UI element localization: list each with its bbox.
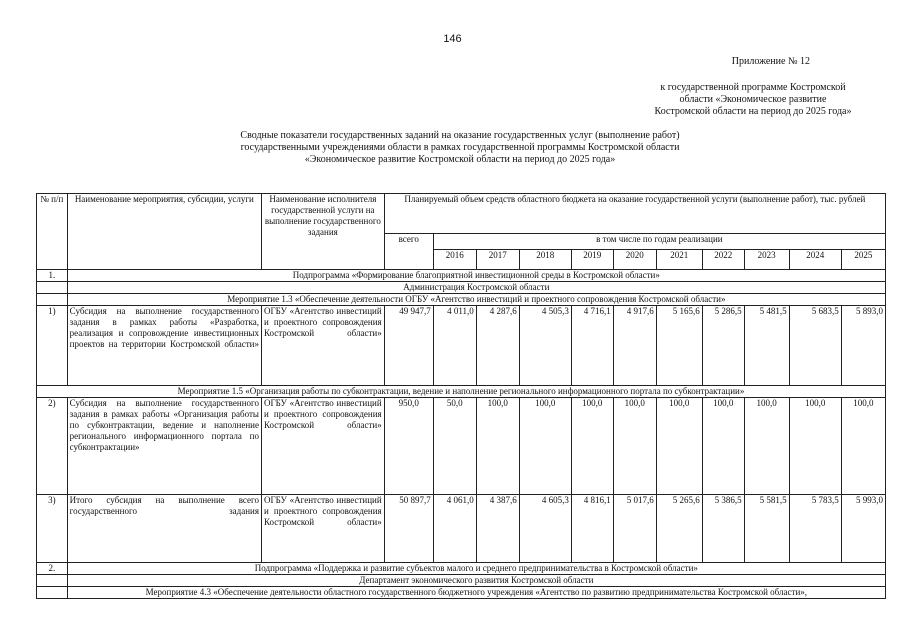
- event-title: Мероприятие 4.3 «Обеспечение деятельности областного государственного бюджетного учреждения «Агентство по развитию предпринимательства Костромской области»,: [67, 587, 885, 599]
- indicators-table: [36, 193, 886, 599]
- year-cell: 2022: [702, 250, 744, 270]
- year-value: 4 816,1: [571, 495, 613, 563]
- row-number: 1): [37, 306, 68, 386]
- header-years-label: в том числе по годам реализации: [433, 234, 885, 250]
- section-number: 2.: [37, 563, 68, 575]
- year-value: 5 286,5: [702, 306, 744, 386]
- year-cell: 2023: [744, 250, 789, 270]
- year-value: 5 165,6: [656, 306, 702, 386]
- year-value: 5 265,6: [656, 495, 702, 563]
- year-value: 5 386,5: [702, 495, 744, 563]
- row-number: 2): [37, 398, 68, 495]
- year-value: 4 605,3: [519, 495, 571, 563]
- executor-name: ОГБУ «Агентство инвестиций и проектного сопровождения Костромской области»: [261, 495, 384, 563]
- executor-name: ОГБУ «Агентство инвестиций и проектного сопровождения Костромской области»: [261, 398, 384, 495]
- year-cell: 2021: [656, 250, 702, 270]
- year-cell: 2020: [613, 250, 656, 270]
- year-value: 4 716,1: [571, 306, 613, 386]
- year-value: 4 287,6: [476, 306, 519, 386]
- document-heading: Сводные показатели государственных заданий на оказание государственных услуг (выполнение работ) государственными учреждениями области в рамках государственной программы Костромской области «Экономическое развитие Костромской области на период до 2025 года»: [240, 130, 680, 165]
- year-value: 100,0: [744, 398, 789, 495]
- appendix-label: Приложение № 12: [731, 56, 810, 67]
- total-value: 49 947,7: [384, 306, 433, 386]
- year-value: 100,0: [476, 398, 519, 495]
- year-value: 100,0: [702, 398, 744, 495]
- year-value: 100,0: [656, 398, 702, 495]
- year-value: 5 783,5: [789, 495, 841, 563]
- header-num: № п/п: [37, 194, 68, 270]
- year-value: 5 581,5: [744, 495, 789, 563]
- year-value: 5 993,0: [841, 495, 885, 563]
- year-value: 100,0: [841, 398, 885, 495]
- department-title: Департамент экономического развития Костромской области: [67, 575, 885, 587]
- header-name: Наименование мероприятия, субсидии, услуги: [67, 194, 261, 270]
- year-value: 100,0: [571, 398, 613, 495]
- year-value: 50,0: [433, 398, 476, 495]
- year-value: 5 893,0: [841, 306, 885, 386]
- appendix-subtitle: к государственной программе Костромской области «Экономическое развитие Костромской области на период до 2025 года»: [654, 82, 852, 117]
- header-total: всего: [384, 234, 433, 270]
- empty-cell: [37, 294, 68, 306]
- year-cell: 2017: [476, 250, 519, 270]
- year-value: 100,0: [789, 398, 841, 495]
- empty-cell: [37, 282, 68, 294]
- subsidy-name: Итого субсидия на выполнение всего государственного задания: [67, 495, 261, 563]
- department-title: Администрация Костромской области: [67, 282, 885, 294]
- year-cell: 2019: [571, 250, 613, 270]
- total-value: 950,0: [384, 398, 433, 495]
- subsidy-name: Субсидия на выполнение государственного задания в рамках работы «Организация работы по субконтрактации, ведение и наполнение регионального информационного портала по субконтрактации»: [67, 398, 261, 495]
- subsidy-name: Субсидия на выполнение государственного задания в рамках работы «Разработка, реализация и сопровождение инвестиционных проектов на территории Костромской области»: [67, 306, 261, 386]
- year-value: 4 061,0: [433, 495, 476, 563]
- header-plan: Планируемый объем средств областного бюджета на оказание государственной услуги (выполнение работ), тыс. рублей: [384, 194, 885, 234]
- year-value: 5 683,5: [789, 306, 841, 386]
- subprogram-title: Подпрограмма «Поддержка и развитие субъектов малого и среднего предпринимательства в Костромской области»: [67, 563, 885, 575]
- year-value: 5 481,5: [744, 306, 789, 386]
- total-value: 50 897,7: [384, 495, 433, 563]
- year-value: 4 387,6: [476, 495, 519, 563]
- year-cell: 2025: [841, 250, 885, 270]
- year-value: 4 011,0: [433, 306, 476, 386]
- year-value: 100,0: [613, 398, 656, 495]
- row-number: 3): [37, 495, 68, 563]
- empty-cell: [37, 587, 68, 599]
- year-cell: 2016: [433, 250, 476, 270]
- year-value: 4 505,3: [519, 306, 571, 386]
- year-value: 4 917,6: [613, 306, 656, 386]
- year-cell: 2018: [519, 250, 571, 270]
- year-value: 5 017,6: [613, 495, 656, 563]
- section-number: 1.: [37, 270, 68, 282]
- executor-name: ОГБУ «Агентство инвестиций и проектного сопровождения Костромской области»: [261, 306, 384, 386]
- year-cell: 2024: [789, 250, 841, 270]
- event-title: Мероприятие 1.3 «Обеспечение деятельности ОГБУ «Агентство инвестиций и проектного сопровождения Костромской области»: [67, 294, 885, 306]
- page-number: 146: [443, 33, 462, 45]
- empty-cell: [37, 575, 68, 587]
- event-title: Мероприятие 1.5 «Организация работы по субконтрактации, ведение и наполнение регионального информационного портала по субконтрактации»: [37, 386, 886, 398]
- header-executor: Наименование исполнителя государственной услуги на выполнение государственного задания: [261, 194, 384, 270]
- year-value: 100,0: [519, 398, 571, 495]
- subprogram-title: Подпрограмма «Формирование благоприятной инвестиционной среды в Костромской области»: [67, 270, 885, 282]
